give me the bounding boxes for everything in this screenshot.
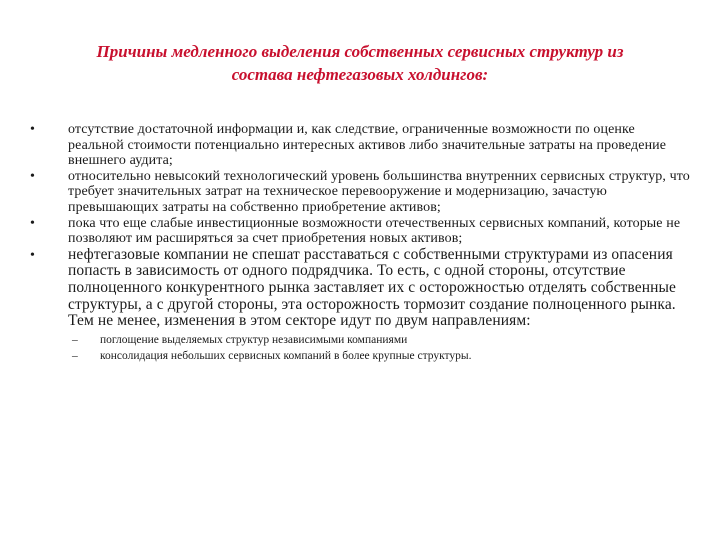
bullet-text: отсутствие достаточной информации и, как следствие, ограниченные возможности по оценке реальной стоимости потенциально интересных активов либо значительные затраты на проведение внешнего аудита;	[68, 122, 667, 169]
bullet-text: нефтегазовые компании не спешат расставаться с собственными структурами из опасения попасть в зависимость от одного подрядчика. То есть, с одной стороны, отсутствие полноценного конкурентного рынка заставляет их с осторожностью отделять собственные структуры, а с другой стороны, эта осторожность тормозит создание полноценного рынка. Тем не менее, изменения в этом секторе идут по двум направлениям:	[68, 245, 677, 330]
bullet-marker: •	[30, 247, 35, 263]
bullet-list	[30, 122, 690, 364]
bullet-item	[30, 122, 690, 169]
bullet-item	[30, 247, 690, 364]
dash-marker: –	[72, 349, 78, 362]
slide-title-line-1: Причины медленного выделения собственных сервисных структур из	[96, 42, 624, 61]
slide-title-line-2: состава нефтегазовых холдингов:	[231, 65, 489, 84]
bullet-item	[30, 216, 690, 247]
sub-item-text: поглощение выделяемых структур независимыми компаниями	[100, 333, 408, 346]
sub-item-text: консолидация небольших сервисных компаний в более крупные структуры.	[100, 349, 472, 362]
bullet-item	[30, 169, 690, 216]
sub-list-item	[68, 348, 690, 364]
bullet-marker: •	[30, 215, 35, 231]
dash-marker: –	[72, 333, 78, 346]
bullet-marker: •	[30, 168, 35, 184]
bullet-text: пока что еще слабые инвестиционные возможности отечественных сервисных компаний, которые не позволяют им расширяться за счет приобретения новых активов;	[68, 215, 681, 247]
slide-title	[40, 40, 680, 86]
sub-list	[68, 332, 690, 364]
bullet-text: относительно невысокий технологический уровень большинства внутренних сервисных структур, что требует значительных затрат на техническое перевооружение и модернизацию, зачастую превышающих затраты на собственно приобретение активов;	[68, 168, 690, 215]
bullet-marker: •	[30, 122, 35, 137]
sub-list-item	[68, 332, 690, 348]
